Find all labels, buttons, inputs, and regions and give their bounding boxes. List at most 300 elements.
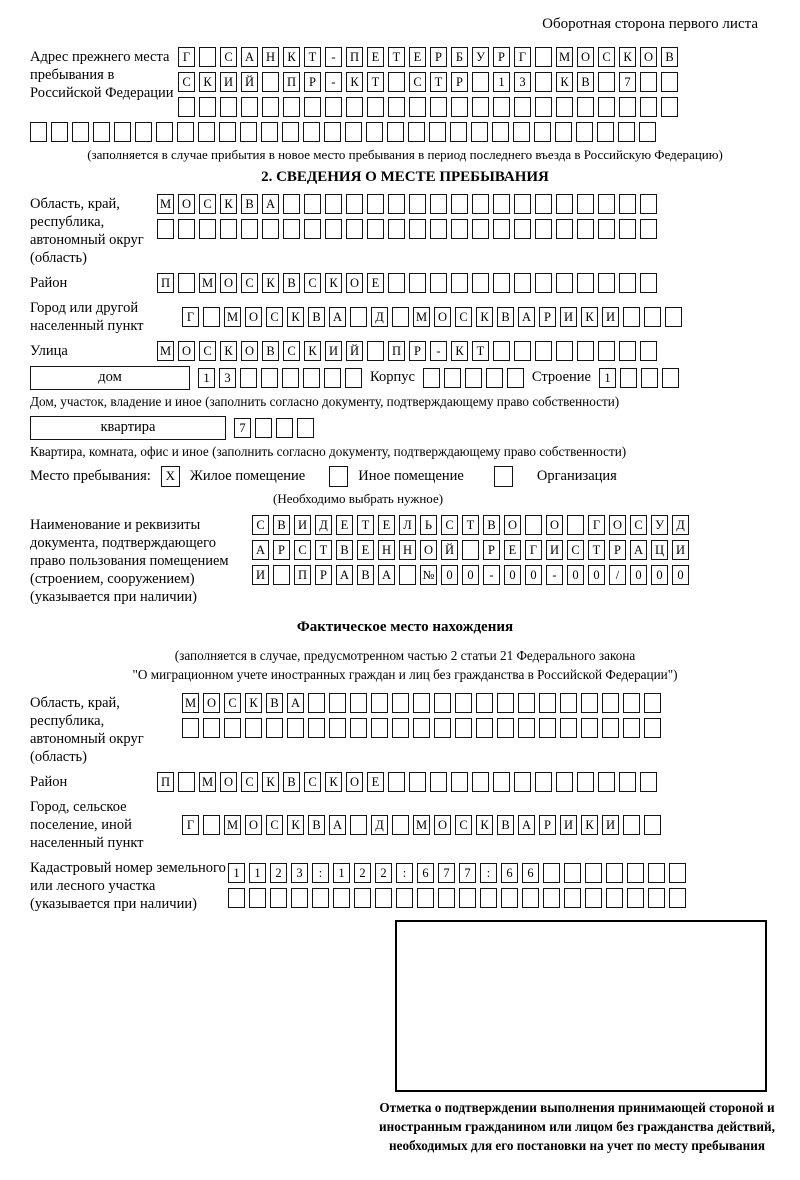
- char-cell[interactable]: О: [245, 307, 262, 327]
- char-cell[interactable]: В: [308, 815, 325, 835]
- char-cell[interactable]: К: [346, 72, 363, 92]
- char-cell[interactable]: О: [420, 540, 437, 560]
- char-cell[interactable]: С: [455, 307, 472, 327]
- char-cell[interactable]: Р: [539, 307, 556, 327]
- char-cell[interactable]: [219, 122, 236, 142]
- char-cell[interactable]: Т: [462, 515, 479, 535]
- char-cell[interactable]: [203, 815, 220, 835]
- char-cell[interactable]: [392, 693, 409, 713]
- char-cell[interactable]: Д: [672, 515, 689, 535]
- char-cell[interactable]: Е: [504, 540, 521, 560]
- char-cell[interactable]: [648, 863, 665, 883]
- char-cell[interactable]: 3: [514, 72, 531, 92]
- char-cell[interactable]: [324, 368, 341, 388]
- char-cell[interactable]: 2: [270, 863, 287, 883]
- char-cell[interactable]: [514, 219, 531, 239]
- char-cell[interactable]: А: [262, 194, 279, 214]
- char-cell[interactable]: [423, 368, 440, 388]
- char-cell[interactable]: 6: [522, 863, 539, 883]
- char-cell[interactable]: М: [157, 341, 174, 361]
- char-cell[interactable]: [444, 368, 461, 388]
- char-cell[interactable]: [346, 194, 363, 214]
- char-cell[interactable]: [518, 718, 535, 738]
- char-cell[interactable]: [367, 194, 384, 214]
- char-cell[interactable]: Г: [588, 515, 605, 535]
- char-cell[interactable]: А: [329, 307, 346, 327]
- char-cell[interactable]: Н: [262, 47, 279, 67]
- char-cell[interactable]: [451, 772, 468, 792]
- char-cell[interactable]: [261, 368, 278, 388]
- char-cell[interactable]: [518, 693, 535, 713]
- char-cell[interactable]: [514, 772, 531, 792]
- char-cell[interactable]: [564, 888, 581, 908]
- char-cell[interactable]: [581, 718, 598, 738]
- char-cell[interactable]: М: [556, 47, 573, 67]
- char-cell[interactable]: [413, 718, 430, 738]
- char-cell[interactable]: [493, 772, 510, 792]
- char-cell[interactable]: И: [602, 815, 619, 835]
- char-cell[interactable]: [493, 97, 510, 117]
- char-cell[interactable]: [598, 97, 615, 117]
- char-cell[interactable]: [641, 368, 658, 388]
- char-cell[interactable]: [644, 815, 661, 835]
- char-cell[interactable]: Е: [409, 47, 426, 67]
- char-cell[interactable]: И: [560, 307, 577, 327]
- char-cell[interactable]: [304, 219, 321, 239]
- char-cell[interactable]: М: [413, 307, 430, 327]
- char-cell[interactable]: [640, 273, 657, 293]
- char-cell[interactable]: [283, 219, 300, 239]
- char-cell[interactable]: С: [455, 815, 472, 835]
- char-cell[interactable]: К: [304, 341, 321, 361]
- char-cell[interactable]: [618, 122, 635, 142]
- char-cell[interactable]: [434, 693, 451, 713]
- char-cell[interactable]: С: [266, 815, 283, 835]
- char-cell[interactable]: [297, 418, 314, 438]
- char-cell[interactable]: [661, 97, 678, 117]
- char-cell[interactable]: [513, 122, 530, 142]
- char-cell[interactable]: [493, 194, 510, 214]
- char-cell[interactable]: [199, 97, 216, 117]
- char-cell[interactable]: Й: [346, 341, 363, 361]
- char-cell[interactable]: [72, 122, 89, 142]
- char-cell[interactable]: Б: [451, 47, 468, 67]
- char-cell[interactable]: О: [434, 307, 451, 327]
- char-cell[interactable]: 2: [375, 863, 392, 883]
- char-cell[interactable]: [409, 219, 426, 239]
- char-cell[interactable]: [346, 97, 363, 117]
- char-cell[interactable]: [388, 72, 405, 92]
- char-cell[interactable]: [324, 122, 341, 142]
- char-cell[interactable]: [249, 888, 266, 908]
- char-cell[interactable]: [308, 718, 325, 738]
- char-cell[interactable]: М: [413, 815, 430, 835]
- char-cell[interactable]: [602, 718, 619, 738]
- char-cell[interactable]: [388, 219, 405, 239]
- char-cell[interactable]: А: [630, 540, 647, 560]
- char-cell[interactable]: [240, 368, 257, 388]
- char-cell[interactable]: [392, 718, 409, 738]
- char-cell[interactable]: [501, 888, 518, 908]
- char-cell[interactable]: [388, 97, 405, 117]
- char-cell[interactable]: [241, 97, 258, 117]
- char-cell[interactable]: А: [336, 565, 353, 585]
- char-cell[interactable]: О: [346, 772, 363, 792]
- char-cell[interactable]: [417, 888, 434, 908]
- char-cell[interactable]: К: [556, 72, 573, 92]
- char-cell[interactable]: 7: [438, 863, 455, 883]
- char-cell[interactable]: [535, 47, 552, 67]
- char-cell[interactable]: 0: [441, 565, 458, 585]
- char-cell[interactable]: [623, 693, 640, 713]
- char-cell[interactable]: В: [283, 273, 300, 293]
- char-cell[interactable]: [413, 693, 430, 713]
- char-cell[interactable]: [619, 97, 636, 117]
- char-cell[interactable]: 0: [567, 565, 584, 585]
- char-cell[interactable]: [282, 122, 299, 142]
- char-cell[interactable]: Т: [367, 72, 384, 92]
- char-cell[interactable]: [255, 418, 272, 438]
- char-cell[interactable]: [303, 122, 320, 142]
- char-cell[interactable]: -: [483, 565, 500, 585]
- char-cell[interactable]: В: [262, 341, 279, 361]
- char-cell[interactable]: А: [241, 47, 258, 67]
- char-cell[interactable]: [623, 815, 640, 835]
- char-cell[interactable]: Т: [357, 515, 374, 535]
- char-cell[interactable]: [350, 693, 367, 713]
- char-cell[interactable]: :: [480, 863, 497, 883]
- char-cell[interactable]: [451, 219, 468, 239]
- char-cell[interactable]: Р: [273, 540, 290, 560]
- char-cell[interactable]: Р: [539, 815, 556, 835]
- char-cell[interactable]: Е: [367, 47, 384, 67]
- char-cell[interactable]: [345, 122, 362, 142]
- char-cell[interactable]: Р: [493, 47, 510, 67]
- char-cell[interactable]: [640, 194, 657, 214]
- char-cell[interactable]: [451, 97, 468, 117]
- char-cell[interactable]: [472, 72, 489, 92]
- char-cell[interactable]: М: [182, 693, 199, 713]
- char-cell[interactable]: К: [581, 307, 598, 327]
- char-cell[interactable]: [333, 888, 350, 908]
- char-cell[interactable]: [261, 122, 278, 142]
- char-cell[interactable]: И: [294, 515, 311, 535]
- char-cell[interactable]: У: [472, 47, 489, 67]
- char-cell[interactable]: В: [266, 693, 283, 713]
- char-cell[interactable]: [577, 273, 594, 293]
- char-cell[interactable]: А: [252, 540, 269, 560]
- checkbox-organizatsiya[interactable]: [494, 466, 513, 487]
- char-cell[interactable]: [367, 341, 384, 361]
- char-cell[interactable]: [409, 273, 426, 293]
- char-cell[interactable]: В: [336, 540, 353, 560]
- char-cell[interactable]: [577, 97, 594, 117]
- char-cell[interactable]: [640, 219, 657, 239]
- char-cell[interactable]: К: [262, 273, 279, 293]
- char-cell[interactable]: К: [287, 307, 304, 327]
- char-cell[interactable]: [514, 194, 531, 214]
- char-cell[interactable]: [535, 194, 552, 214]
- char-cell[interactable]: 1: [249, 863, 266, 883]
- char-cell[interactable]: [312, 888, 329, 908]
- char-cell[interactable]: 1: [228, 863, 245, 883]
- char-cell[interactable]: Т: [315, 540, 332, 560]
- char-cell[interactable]: [640, 72, 657, 92]
- char-cell[interactable]: О: [178, 341, 195, 361]
- char-cell[interactable]: [471, 122, 488, 142]
- char-cell[interactable]: А: [518, 815, 535, 835]
- char-cell[interactable]: [283, 97, 300, 117]
- char-cell[interactable]: [345, 368, 362, 388]
- char-cell[interactable]: [371, 718, 388, 738]
- char-cell[interactable]: [598, 72, 615, 92]
- char-cell[interactable]: [455, 718, 472, 738]
- char-cell[interactable]: Р: [315, 565, 332, 585]
- char-cell[interactable]: С: [220, 47, 237, 67]
- char-cell[interactable]: [493, 273, 510, 293]
- char-cell[interactable]: [535, 97, 552, 117]
- char-cell[interactable]: [434, 718, 451, 738]
- char-cell[interactable]: [388, 772, 405, 792]
- char-cell[interactable]: [304, 97, 321, 117]
- char-cell[interactable]: [543, 888, 560, 908]
- char-cell[interactable]: [639, 122, 656, 142]
- char-cell[interactable]: [430, 219, 447, 239]
- char-cell[interactable]: Д: [371, 815, 388, 835]
- char-cell[interactable]: [556, 341, 573, 361]
- char-cell[interactable]: О: [546, 515, 563, 535]
- char-cell[interactable]: К: [476, 307, 493, 327]
- char-cell[interactable]: [648, 888, 665, 908]
- char-cell[interactable]: К: [581, 815, 598, 835]
- char-cell[interactable]: В: [283, 772, 300, 792]
- char-cell[interactable]: 0: [525, 565, 542, 585]
- char-cell[interactable]: [429, 122, 446, 142]
- house-box[interactable]: дом: [30, 366, 190, 390]
- char-cell[interactable]: [366, 122, 383, 142]
- char-cell[interactable]: [640, 341, 657, 361]
- char-cell[interactable]: С: [199, 194, 216, 214]
- char-cell[interactable]: :: [396, 863, 413, 883]
- char-cell[interactable]: [585, 863, 602, 883]
- char-cell[interactable]: [30, 122, 47, 142]
- char-cell[interactable]: [240, 122, 257, 142]
- char-cell[interactable]: [371, 693, 388, 713]
- char-cell[interactable]: О: [609, 515, 626, 535]
- char-cell[interactable]: [438, 888, 455, 908]
- char-cell[interactable]: 0: [588, 565, 605, 585]
- char-cell[interactable]: О: [178, 194, 195, 214]
- char-cell[interactable]: [157, 219, 174, 239]
- char-cell[interactable]: С: [241, 772, 258, 792]
- char-cell[interactable]: [577, 341, 594, 361]
- char-cell[interactable]: [430, 194, 447, 214]
- char-cell[interactable]: Й: [241, 72, 258, 92]
- char-cell[interactable]: [535, 273, 552, 293]
- char-cell[interactable]: [480, 888, 497, 908]
- char-cell[interactable]: [392, 307, 409, 327]
- char-cell[interactable]: В: [483, 515, 500, 535]
- char-cell[interactable]: 3: [291, 863, 308, 883]
- char-cell[interactable]: [325, 219, 342, 239]
- char-cell[interactable]: В: [661, 47, 678, 67]
- char-cell[interactable]: О: [640, 47, 657, 67]
- char-cell[interactable]: М: [199, 772, 216, 792]
- char-cell[interactable]: А: [329, 815, 346, 835]
- char-cell[interactable]: Т: [430, 72, 447, 92]
- char-cell[interactable]: С: [199, 341, 216, 361]
- char-cell[interactable]: К: [245, 693, 262, 713]
- char-cell[interactable]: 2: [354, 863, 371, 883]
- char-cell[interactable]: [245, 718, 262, 738]
- char-cell[interactable]: И: [546, 540, 563, 560]
- char-cell[interactable]: [535, 219, 552, 239]
- char-cell[interactable]: [283, 194, 300, 214]
- char-cell[interactable]: [535, 341, 552, 361]
- char-cell[interactable]: [556, 772, 573, 792]
- char-cell[interactable]: -: [325, 72, 342, 92]
- char-cell[interactable]: [472, 772, 489, 792]
- char-cell[interactable]: [51, 122, 68, 142]
- char-cell[interactable]: [472, 194, 489, 214]
- char-cell[interactable]: [619, 341, 636, 361]
- char-cell[interactable]: [451, 273, 468, 293]
- char-cell[interactable]: К: [220, 341, 237, 361]
- char-cell[interactable]: 7: [619, 72, 636, 92]
- char-cell[interactable]: М: [224, 307, 241, 327]
- char-cell[interactable]: [178, 273, 195, 293]
- char-cell[interactable]: [534, 122, 551, 142]
- char-cell[interactable]: [199, 47, 216, 67]
- char-cell[interactable]: Л: [399, 515, 416, 535]
- char-cell[interactable]: М: [199, 273, 216, 293]
- char-cell[interactable]: [396, 888, 413, 908]
- char-cell[interactable]: [451, 194, 468, 214]
- char-cell[interactable]: Г: [182, 307, 199, 327]
- char-cell[interactable]: И: [560, 815, 577, 835]
- char-cell[interactable]: [329, 718, 346, 738]
- char-cell[interactable]: П: [283, 72, 300, 92]
- char-cell[interactable]: [409, 194, 426, 214]
- char-cell[interactable]: 0: [462, 565, 479, 585]
- char-cell[interactable]: [514, 341, 531, 361]
- char-cell[interactable]: -: [430, 341, 447, 361]
- char-cell[interactable]: [476, 718, 493, 738]
- char-cell[interactable]: [387, 122, 404, 142]
- char-cell[interactable]: [198, 122, 215, 142]
- char-cell[interactable]: Й: [441, 540, 458, 560]
- char-cell[interactable]: [308, 693, 325, 713]
- char-cell[interactable]: [220, 219, 237, 239]
- char-cell[interactable]: [576, 122, 593, 142]
- char-cell[interactable]: [539, 718, 556, 738]
- char-cell[interactable]: Т: [388, 47, 405, 67]
- char-cell[interactable]: Ь: [420, 515, 437, 535]
- char-cell[interactable]: С: [304, 273, 321, 293]
- char-cell[interactable]: К: [451, 341, 468, 361]
- char-cell[interactable]: [270, 888, 287, 908]
- char-cell[interactable]: [262, 97, 279, 117]
- char-cell[interactable]: [514, 273, 531, 293]
- char-cell[interactable]: П: [294, 565, 311, 585]
- char-cell[interactable]: Н: [378, 540, 395, 560]
- char-cell[interactable]: [476, 693, 493, 713]
- char-cell[interactable]: У: [651, 515, 668, 535]
- char-cell[interactable]: [556, 194, 573, 214]
- char-cell[interactable]: [556, 97, 573, 117]
- char-cell[interactable]: О: [245, 815, 262, 835]
- char-cell[interactable]: Т: [588, 540, 605, 560]
- char-cell[interactable]: К: [325, 273, 342, 293]
- char-cell[interactable]: 0: [630, 565, 647, 585]
- char-cell[interactable]: Е: [336, 515, 353, 535]
- char-cell[interactable]: [304, 194, 321, 214]
- char-cell[interactable]: №: [420, 565, 437, 585]
- char-cell[interactable]: В: [497, 815, 514, 835]
- char-cell[interactable]: Р: [304, 72, 321, 92]
- char-cell[interactable]: [543, 863, 560, 883]
- char-cell[interactable]: В: [497, 307, 514, 327]
- char-cell[interactable]: [598, 341, 615, 361]
- char-cell[interactable]: [567, 515, 584, 535]
- char-cell[interactable]: [93, 122, 110, 142]
- char-cell[interactable]: [430, 273, 447, 293]
- char-cell[interactable]: [388, 273, 405, 293]
- char-cell[interactable]: [354, 888, 371, 908]
- char-cell[interactable]: [135, 122, 152, 142]
- char-cell[interactable]: П: [157, 273, 174, 293]
- char-cell[interactable]: [178, 772, 195, 792]
- char-cell[interactable]: [522, 888, 539, 908]
- char-cell[interactable]: [273, 565, 290, 585]
- char-cell[interactable]: 0: [672, 565, 689, 585]
- char-cell[interactable]: [350, 718, 367, 738]
- char-cell[interactable]: В: [273, 515, 290, 535]
- char-cell[interactable]: [598, 772, 615, 792]
- char-cell[interactable]: 1: [493, 72, 510, 92]
- char-cell[interactable]: [619, 219, 636, 239]
- char-cell[interactable]: С: [224, 693, 241, 713]
- char-cell[interactable]: [669, 888, 686, 908]
- char-cell[interactable]: [350, 307, 367, 327]
- char-cell[interactable]: Г: [514, 47, 531, 67]
- char-cell[interactable]: [486, 368, 503, 388]
- char-cell[interactable]: С: [241, 273, 258, 293]
- char-cell[interactable]: [472, 97, 489, 117]
- char-cell[interactable]: Р: [409, 341, 426, 361]
- char-cell[interactable]: С: [409, 72, 426, 92]
- char-cell[interactable]: [276, 418, 293, 438]
- char-cell[interactable]: [514, 97, 531, 117]
- char-cell[interactable]: -: [325, 47, 342, 67]
- char-cell[interactable]: О: [203, 693, 220, 713]
- char-cell[interactable]: Ц: [651, 540, 668, 560]
- char-cell[interactable]: [178, 219, 195, 239]
- char-cell[interactable]: С: [304, 772, 321, 792]
- char-cell[interactable]: А: [378, 565, 395, 585]
- char-cell[interactable]: Г: [178, 47, 195, 67]
- char-cell[interactable]: 1: [599, 368, 616, 388]
- char-cell[interactable]: К: [476, 815, 493, 835]
- char-cell[interactable]: [303, 368, 320, 388]
- char-cell[interactable]: Е: [367, 772, 384, 792]
- char-cell[interactable]: К: [287, 815, 304, 835]
- char-cell[interactable]: [627, 863, 644, 883]
- char-cell[interactable]: [665, 307, 682, 327]
- char-cell[interactable]: С: [630, 515, 647, 535]
- char-cell[interactable]: [203, 307, 220, 327]
- char-cell[interactable]: [266, 718, 283, 738]
